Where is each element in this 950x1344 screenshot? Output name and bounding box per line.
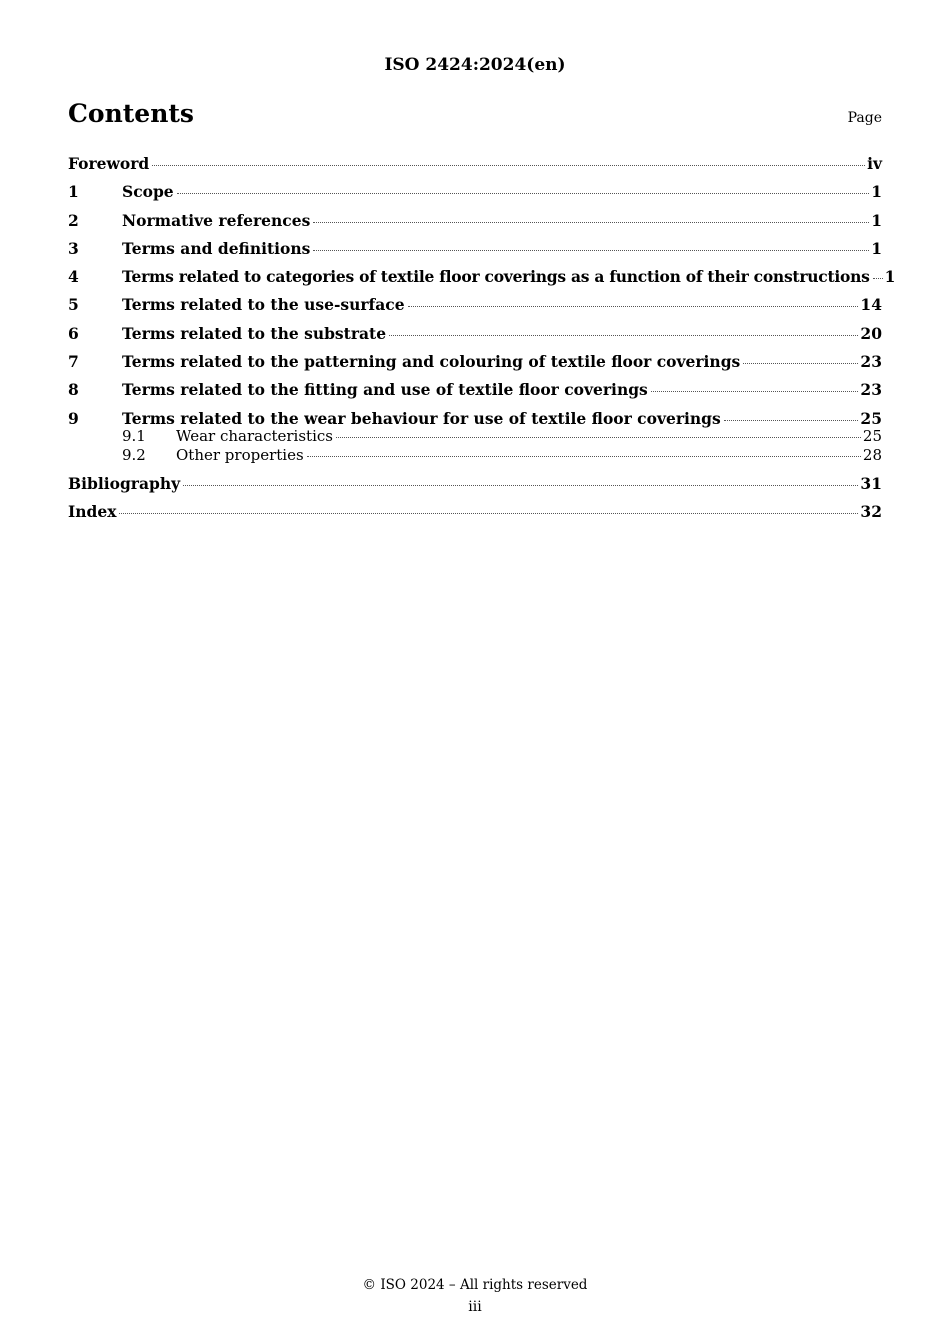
toc-entry-index[interactable]	[68, 502, 882, 530]
contents-heading: Contents	[68, 99, 195, 128]
toc-entry-title: Scope	[122, 182, 174, 202]
toc-entry-number: 9.1	[122, 426, 146, 445]
toc-entry-title: Foreword	[68, 154, 150, 173]
dot-leader	[119, 513, 858, 514]
page-column-label: Page	[847, 110, 882, 126]
document-header: ISO 2424:2024(en)	[384, 55, 566, 75]
toc-entry-title: Bibliography	[68, 473, 181, 493]
toc-entry-number: 4	[68, 267, 79, 287]
toc-entry-number: 5	[68, 295, 79, 315]
toc-entry-number: 9	[68, 408, 79, 428]
dot-leader	[183, 485, 858, 486]
toc-entry-fitting-use[interactable]	[68, 380, 882, 408]
dot-leader	[177, 193, 870, 194]
toc-entry-title: Terms related to the patterning and colouring of textile floor coverings	[122, 352, 741, 372]
toc-entry-title: Other properties	[176, 446, 304, 465]
toc-entry-page: 23	[860, 352, 882, 372]
toc-entry-page: 20	[860, 323, 882, 343]
toc-entry-number: 1	[68, 182, 79, 202]
toc-entry-number: 7	[68, 352, 79, 372]
toc-entry-scope[interactable]	[68, 182, 882, 210]
toc-subentry-other-properties[interactable]	[68, 446, 882, 466]
toc-entry-terms-definitions[interactable]	[68, 239, 882, 267]
toc-entry-substrate[interactable]	[68, 324, 882, 352]
toc-entry-title: Index	[68, 502, 117, 522]
toc-entry-title: Terms related to the substrate	[122, 323, 387, 343]
toc-entry-page: 1	[871, 210, 882, 230]
toc-entry-page: 23	[860, 380, 882, 400]
toc-entry-number: 9.2	[122, 446, 146, 465]
toc-entry-number: 2	[68, 210, 79, 230]
dot-leader	[313, 222, 869, 223]
dot-leader	[743, 363, 858, 364]
dot-leader	[313, 250, 869, 251]
dot-leader	[307, 456, 861, 457]
toc-entry-page: 1	[884, 267, 896, 287]
toc-entry-normative-references[interactable]	[68, 211, 882, 239]
dot-leader	[336, 437, 861, 438]
dot-leader	[389, 335, 858, 336]
toc-entry-page: 1	[871, 238, 882, 258]
dot-leader	[651, 391, 859, 392]
toc-entry-page: 28	[862, 446, 882, 465]
toc-entry-number: 3	[68, 238, 79, 258]
toc-entry-categories[interactable]	[68, 267, 896, 295]
toc-entry-bibliography[interactable]	[68, 474, 882, 502]
copyright-notice: © ISO 2024 – All rights reserved	[362, 1277, 588, 1293]
dot-leader	[152, 165, 865, 166]
toc-entry-title: Normative references	[122, 210, 311, 230]
toc-subentry-wear-characteristics[interactable]	[68, 427, 882, 447]
toc-entry-page: 32	[860, 502, 882, 522]
toc-entry-page: iv	[867, 154, 882, 173]
toc-entry-title: Terms related to the use-surface	[122, 295, 405, 315]
toc-entry-title: Terms related to the fitting and use of textile floor coverings	[122, 380, 648, 400]
toc-entry-title: Wear characteristics	[176, 426, 333, 445]
toc-entry-page: 14	[860, 295, 882, 315]
toc-entry-number: 8	[68, 380, 79, 400]
dot-leader	[408, 306, 859, 307]
toc-entry-page: 25	[862, 426, 882, 445]
dot-leader	[873, 278, 883, 279]
toc-entry-foreword[interactable]	[68, 154, 882, 182]
toc-entry-number: 6	[68, 323, 79, 343]
toc-entry-page: 1	[871, 182, 882, 202]
table-of-contents	[68, 154, 896, 531]
toc-entry-title: Terms related to the wear behaviour for use of textile floor coverings	[122, 408, 721, 428]
toc-entry-page: 25	[860, 408, 882, 428]
toc-entry-title: Terms related to categories of textile floor coverings as a function of their constructions	[122, 267, 870, 287]
toc-entry-title: Terms and definitions	[122, 238, 311, 258]
toc-entry-patterning-colouring[interactable]	[68, 352, 882, 380]
page-number: iii	[468, 1299, 482, 1315]
toc-entry-use-surface[interactable]	[68, 295, 882, 323]
toc-entry-page: 31	[860, 473, 882, 493]
dot-leader	[724, 420, 859, 421]
